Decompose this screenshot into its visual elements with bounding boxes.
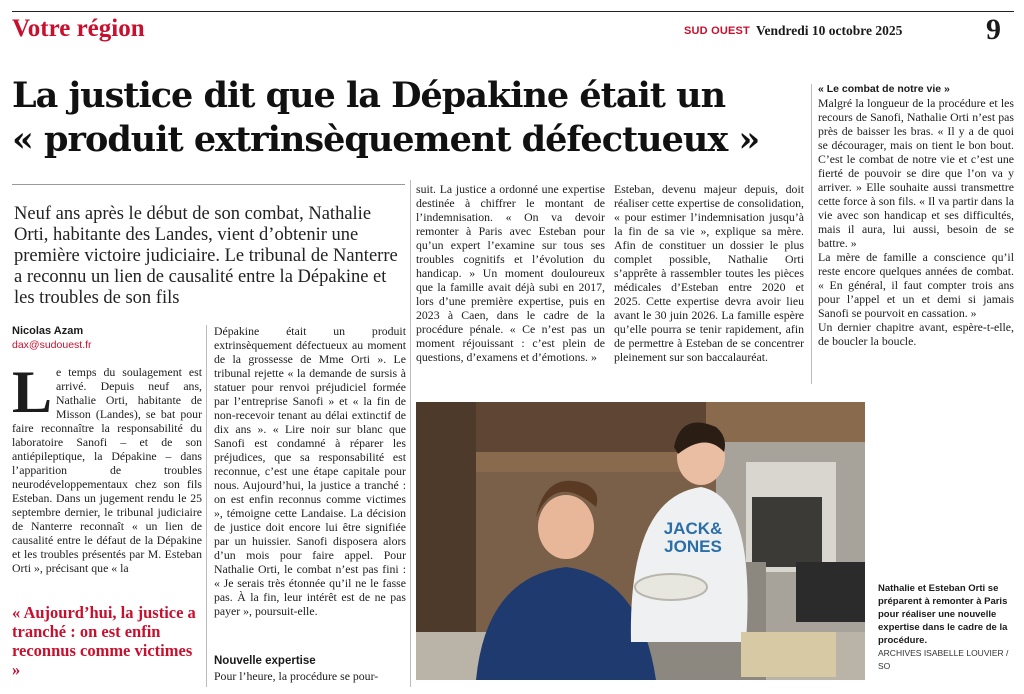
drop-cap: L	[12, 365, 53, 425]
article-photo	[416, 402, 865, 680]
headline	[12, 74, 802, 162]
caption-text: Nathalie et Esteban Orti se préparent à remonter à Paris pour réaliser une nouvelle expertise dans le cadre de la procédure.	[878, 583, 1008, 646]
photo-credit: ARCHIVES ISABELLE LOUVIER / SO	[878, 648, 1009, 671]
column-4-text: Esteban, devenu majeur depuis, doit réaliser cette expertise de consolidation, « pour estimer l’indemnisation jusqu’à la fin de sa vie », explique sa mère. Afin de constituer un dossier le plus complet possible, Nathalie Orti s’apprête à rassembler toutes les pièces médicales d’Esteban entre 2020 et 2025. Cette expertise devra avoir lieu avant le 30 juin 2026. La famille espère qu’elle pourra se tenir rapidement, afin de permettre à Esteban de se concentrer pleinement sur son baccalauréat.	[614, 182, 804, 364]
body-column-3	[416, 182, 605, 392]
pull-quote: « Aujourd’hui, la justice a tranché : on est enfin reconnus comme victimes »	[12, 603, 196, 679]
column-5-text-2: La mère de famille a conscience qu’il reste encore quelques années de combat. « En général, il faut compter trois ans pour l’appel et un et demi si jamais Sanofi se pourvoit en cassation. »	[818, 250, 1014, 320]
column-5-text-3: Un dernier chapitre avant, espère-t-elle, de boucler la boucle.	[818, 320, 1014, 348]
top-rule	[12, 11, 1014, 12]
headline-line-1: La justice dit que la Dépakine était un	[12, 75, 726, 116]
body-column-1	[12, 365, 202, 597]
column-rule	[811, 84, 812, 384]
author-name: Nicolas Azam	[12, 325, 84, 337]
shirt-logo	[653, 520, 733, 556]
standfirst: Neuf ans après le début de son combat, Nathalie Orti, habitante des Landes, vient d’obtenir une première victoire judiciaire. Le tribunal de Nanterre a reconnu un lien de causalité entre la Dépakine et les troubles de son fils	[14, 204, 398, 308]
column-rule	[410, 180, 411, 687]
page-number: 9	[986, 13, 1001, 46]
headline-line-2: « produit extrinsèquement défectueux »	[12, 119, 760, 160]
section-title: Votre région	[12, 15, 145, 42]
subhead-combat: « Le combat de notre vie »	[818, 83, 950, 95]
author-email[interactable]: dax@sudouest.fr	[12, 339, 92, 351]
column-2-text: Dépakine était un produit extrinsèquement défectueux au moment de la grossesse de Mme Orti ». Le tribunal rejette « la demande de sursis à statuer pour renvoi préjudiciel formée par l’entreprise Sanofi » et « la fin de non-recevoir tenant au délai extinctif de dix ans ». « Lire noir sur blanc que Sanofi est condamné à réparer les préjudices, que sa responsabilité est reconnue, c’est une étape capitale pour nous. Aujourd’hui, la justice a tranché : on est enfin reconnus comme victimes », témoigne cette Landaise. La décision de justice doit encore lui être signifiée par un huissier. Sanofi disposera alors d’un mois pour faire appel. Pour Nathalie Orti, le combat n’est pas fini : « Je serais très étonnée qu’il ne le fasse pas. À la fin, leur intérêt est de ne pas payer », poursuit-elle.	[214, 324, 406, 618]
newspaper-brand: SUD OUEST	[684, 25, 750, 37]
photo-illustration	[416, 402, 865, 680]
column-3-text: suit. La justice a ordonné une expertise destinée à chiffrer le montant de l’indemnisation. « On va devoir remonter à Paris avec Esteban pour qu’un expert l’examine sur tous ses troubles cognitifs et l’évolution du handicap. » Un moment douloureux que la famille avait déjà subi en 2017, lors d’une première expertise, puis en 2023 à Caen, dans le cadre de la procédure pénale. « Ce n’est pas un moment réjouissant : c’est plein de questions, d’examens et d’émotions. »	[416, 182, 605, 364]
column-2-end: Pour l’heure, la procédure se pour-	[214, 669, 379, 683]
subhead-new-expertise: Nouvelle expertise	[214, 655, 316, 667]
shirt-logo-line-1: JACK&	[663, 519, 723, 538]
issue-date: Vendredi 10 octobre 2025	[756, 23, 903, 38]
column-1-text: e temps du soulagement est arrivé. Depuis neuf ans, Nathalie Orti, habitante de Misson (Landes), se bat pour faire reconnaître la responsabilité du laboratoire Sanofi – et de son antiépileptique, la Dépakine – dans l’apparition de troubles neurodéveloppementaux chez son fils Esteban. Dans un jugement rendu le 25 septembre dernier, le tribunal judiciaire de Nanterre reconnaît « un lien de causalité entre le défaut de la Dépakine et les troubles présentés par M. Esteban Orti », précisant que « la	[12, 365, 202, 575]
body-column-2	[214, 324, 406, 650]
standfirst-rule	[12, 184, 405, 185]
body-column-5	[818, 96, 1014, 386]
photo-caption	[878, 582, 1010, 673]
column-5-text: Malgré la longueur de la procédure et les recours de Sanofi, Nathalie Orti n’est pas près de baisser les bras. « Il y a de quoi se décourager, mais on tient le bon bout. C’est le combat de notre vie et c’est une fierté de pouvoir se dire que l’on va y arriver. » Elle souhaite aussi transmettre cette force à son fils. « Il va partir dans la vie avec son handicap et ses difficultés, mais il aura, lui aussi, besoin de se battre. »	[818, 96, 1014, 250]
body-column-4	[614, 182, 804, 392]
column-rule	[206, 325, 207, 687]
shirt-logo-line-2: JONES	[664, 537, 722, 556]
